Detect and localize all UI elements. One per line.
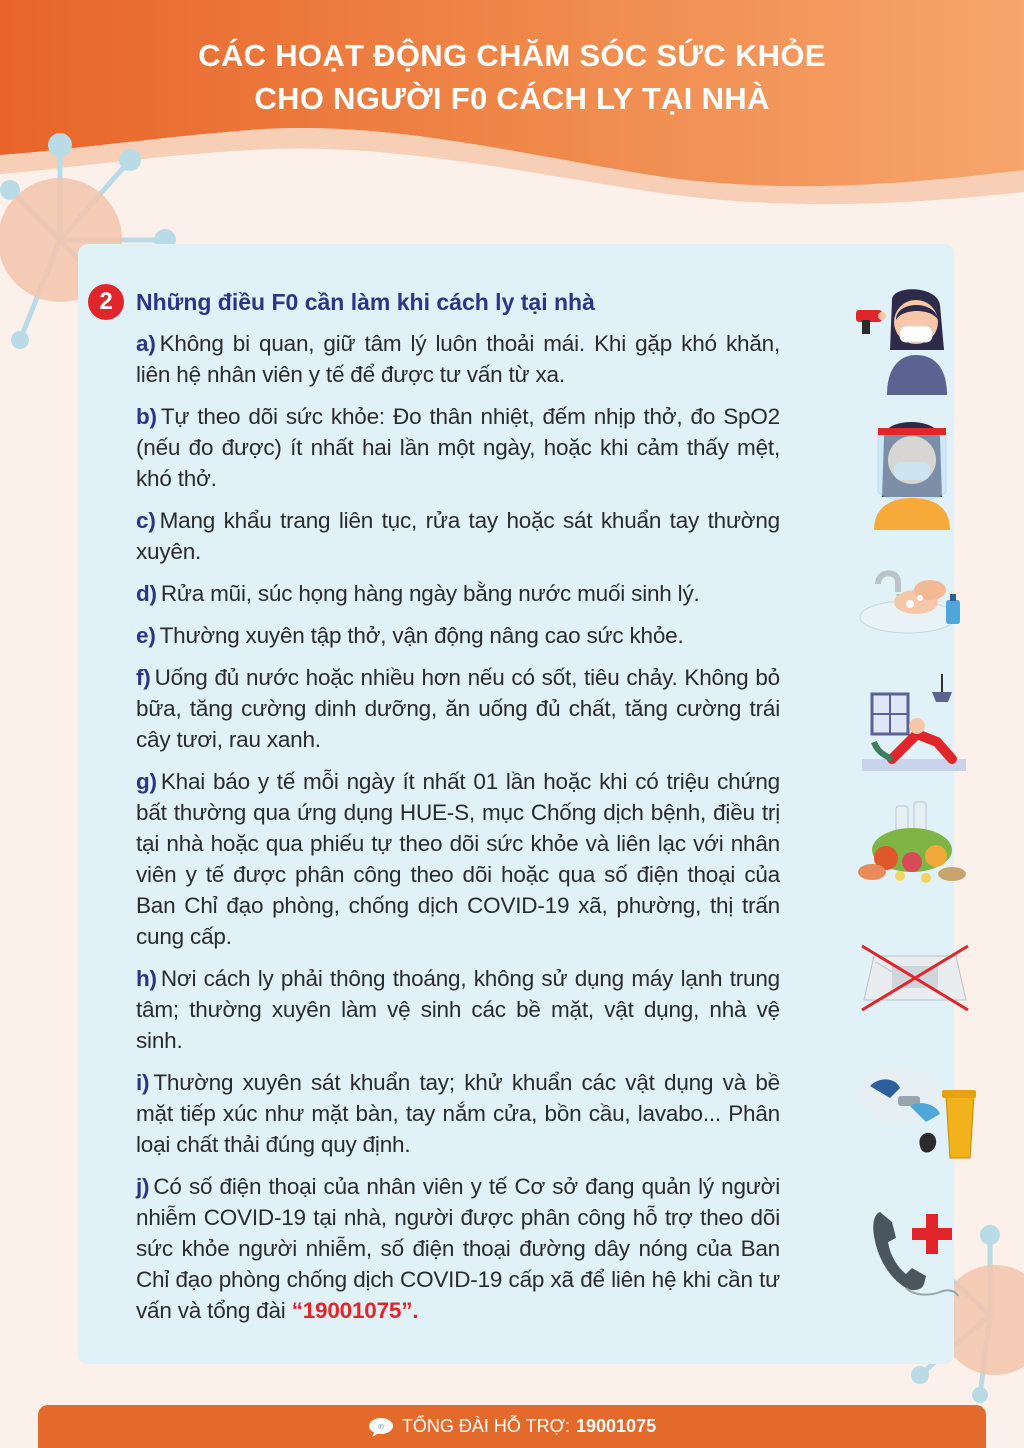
item-letter: i) — [136, 1070, 150, 1095]
face-shield-woman-icon — [866, 412, 958, 530]
list-item — [136, 328, 780, 390]
temperature-check-woman-icon — [852, 280, 952, 395]
item-letter: j) — [136, 1174, 150, 1199]
title-line-1: CÁC HOẠT ĐỘNG CHĂM SÓC SỨC KHỎE — [198, 38, 826, 73]
item-text: Khai báo y tế mỗi ngày ít nhất 01 lần hoặc khi có triệu chứng bất thường qua ứng dụng HUE-S, mục Chống dịch bệnh, điều trị tại nhà hoặc qua phiếu tự theo dõi sức khỏe và liên lạc với nhân viên y tế được phân công theo dõi hoặc qua số điện thoại của Ban Chỉ đạo phòng, chống dịch COVID-19 xã, phường, thị trấn cung cấp. — [136, 769, 780, 949]
hotline-number: “19001075”. — [291, 1298, 419, 1323]
item-letter: f) — [136, 665, 151, 690]
list-item — [136, 1171, 780, 1326]
section-heading-text: Những điều F0 cần làm khi cách ly tại nhà — [136, 288, 595, 315]
item-text: Tự theo dõi sức khỏe: Đo thân nhiệt, đếm nhịp thở, đo SpO2 (nếu đo được) ít nhất hai lần một ngày, hoặc khi cảm thấy mệt, khó thở. — [136, 404, 780, 491]
healthy-food-icon — [852, 800, 972, 888]
item-letter: h) — [136, 966, 157, 991]
list-item — [136, 401, 780, 494]
svg-text:✆: ✆ — [377, 1423, 384, 1431]
item-text: Thường xuyên sát khuẩn tay; khử khuẩn các vật dụng và bề mặt tiếp xúc như mặt bàn, tay nắm cửa, bồn cầu, lavabo... Phân loại chất thải đúng quy định. — [136, 1070, 780, 1157]
disinfect-and-trash-icon — [850, 1066, 980, 1164]
guideline-list — [136, 328, 780, 1337]
item-letter: g) — [136, 769, 157, 794]
footer-label: TỔNG ĐÀI HỖ TRỢ: — [401, 1416, 570, 1436]
item-letter: d) — [136, 581, 157, 606]
page-title — [0, 34, 1024, 120]
no-air-conditioner-icon — [856, 942, 974, 1014]
footer-number: 19001075 — [576, 1416, 657, 1436]
item-text: Uống đủ nước hoặc nhiều hơn nếu có sốt, tiêu chảy. Không bỏ bữa, tăng cường dinh dưỡng, ăn uống đủ chất, tăng cường trái cây tươi, rau xanh. — [136, 665, 780, 752]
list-item — [136, 578, 780, 609]
list-item — [136, 766, 780, 952]
item-text: Không bi quan, giữ tâm lý luôn thoải mái. Khi gặp khó khăn, liên hệ nhân viên y tế để được tư vấn từ xa. — [136, 331, 780, 387]
list-item — [136, 505, 780, 567]
list-item — [136, 963, 780, 1056]
list-item — [136, 620, 780, 651]
title-line-2: CHO NGƯỜI F0 CÁCH LY TẠI NHÀ — [254, 81, 770, 116]
item-letter: e) — [136, 623, 156, 648]
section-number-badge: 2 — [88, 284, 124, 320]
list-item — [136, 1067, 780, 1160]
phone-chat-icon — [368, 1417, 394, 1437]
list-item — [136, 662, 780, 755]
item-text: Thường xuyên tập thở, vận động nâng cao sức khỏe. — [159, 623, 684, 648]
exercise-at-home-icon — [862, 664, 966, 778]
item-text: Mang khẩu trang liên tục, rửa tay hoặc sát khuẩn tay thường xuyên. — [136, 508, 780, 564]
item-text: Rửa mũi, súc họng hàng ngày bằng nước muối sinh lý. — [160, 581, 700, 606]
emergency-phone-icon — [870, 1200, 962, 1300]
item-text: Có số điện thoại của nhân viên y tế Cơ sở đang quản lý người nhiễm COVID-19 tại nhà, người được phân công hỗ trợ theo dõi sức khỏe người nhiễm, số điện thoại đường dây nóng của Ban Chỉ đạo phòng chống dịch COVID-19 cấp xã để liên hệ khi cần tư vấn và tổng đài — [136, 1174, 780, 1323]
footer-hotline-bar — [38, 1405, 986, 1448]
item-letter: a) — [136, 331, 156, 356]
hand-washing-sink-icon — [858, 562, 970, 636]
item-text: Nơi cách ly phải thông thoáng, không sử dụng máy lạnh trung tâm; thường xuyên làm vệ sinh các bề mặt, vật dụng, nhà vệ sinh. — [136, 966, 780, 1053]
item-letter: c) — [136, 508, 156, 533]
item-letter: b) — [136, 404, 157, 429]
section-heading — [88, 282, 595, 322]
